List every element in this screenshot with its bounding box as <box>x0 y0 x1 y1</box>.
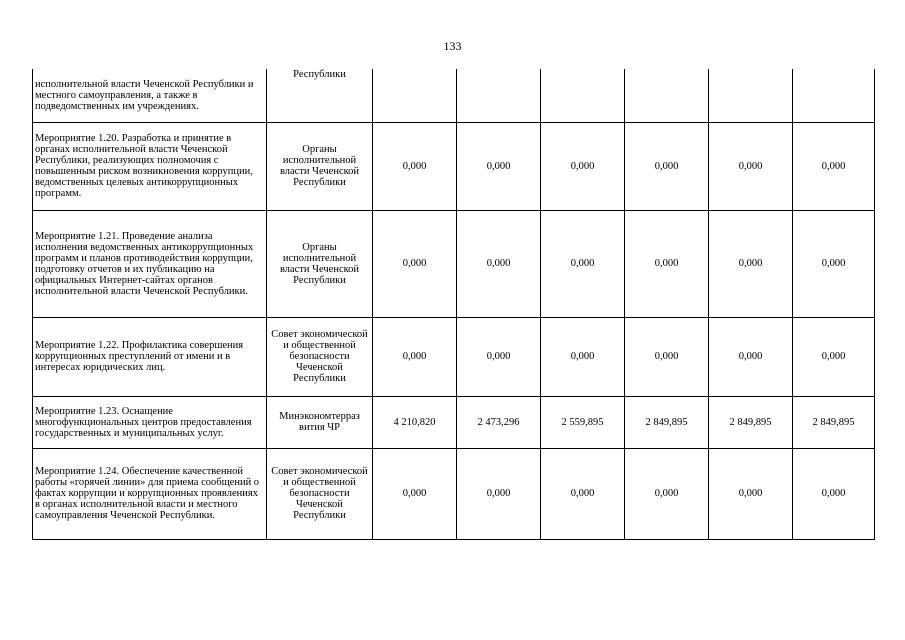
value-cell: 0,000 <box>457 122 541 210</box>
value-cell: 2 559,895 <box>541 396 625 448</box>
table-row <box>33 396 875 448</box>
measure-cell: Мероприятие 1.21. Проведение анализа исполнения ведомственных антикоррупционных программ и планов противодействия коррупции, подготовку отчетов и их публикацию на официальных Интернет-сайтах органов исполнительной власти Чеченской Республики. <box>33 210 267 317</box>
budget-table <box>32 69 875 540</box>
value-cell: 0,000 <box>457 317 541 396</box>
value-cell: 0,000 <box>541 448 625 539</box>
executor-cell: Минэкономтерраз вития ЧР <box>267 396 373 448</box>
table-row <box>33 210 875 317</box>
value-cell: 2 849,895 <box>625 396 709 448</box>
value-cell: 0,000 <box>709 122 793 210</box>
page-number: 133 <box>443 39 462 53</box>
table-row <box>33 69 875 122</box>
value-cell: 0,000 <box>373 448 457 539</box>
value-cell: 2 849,895 <box>709 396 793 448</box>
value-cell <box>373 69 457 122</box>
value-cell: 0,000 <box>373 317 457 396</box>
measure-cell: исполнительной власти Чеченской Республики и местного самоуправления, а также в подведомственных им учреждениях. <box>33 69 267 122</box>
table-row <box>33 448 875 539</box>
value-cell: 0,000 <box>541 210 625 317</box>
value-cell: 0,000 <box>793 317 875 396</box>
value-cell: 2 849,895 <box>793 396 875 448</box>
value-cell <box>457 69 541 122</box>
measure-cell: Мероприятие 1.20. Разработка и принятие в органах исполнительной власти Чеченской Республики, реализующих полномочия с повышенным риском возникновения коррупции, ведомственных целевых антикоррупционных программ. <box>33 122 267 210</box>
value-cell: 0,000 <box>625 317 709 396</box>
value-cell: 0,000 <box>373 122 457 210</box>
value-cell: 0,000 <box>541 122 625 210</box>
executor-cell: Органы исполнительной власти Чеченской Республики <box>267 210 373 317</box>
table-row <box>33 317 875 396</box>
value-cell: 2 473,296 <box>457 396 541 448</box>
value-cell <box>541 69 625 122</box>
value-cell: 0,000 <box>709 317 793 396</box>
value-cell: 0,000 <box>457 210 541 317</box>
value-cell: 0,000 <box>625 122 709 210</box>
value-cell: 0,000 <box>793 448 875 539</box>
value-cell: 0,000 <box>793 122 875 210</box>
executor-cell: Республики <box>267 69 373 122</box>
executor-cell: Совет экономической и общественной безопасности Чеченской Республики <box>267 448 373 539</box>
value-cell: 0,000 <box>625 210 709 317</box>
table-row <box>33 122 875 210</box>
value-cell: 0,000 <box>541 317 625 396</box>
value-cell: 0,000 <box>709 210 793 317</box>
measure-cell: Мероприятие 1.24. Обеспечение качественной работы «горячей линии» для приема сообщений о фактах коррупции и коррупционных проявлениях в органах исполнительной власти и местного самоуправления Чеченской Республики. <box>33 448 267 539</box>
value-cell: 0,000 <box>457 448 541 539</box>
value-cell: 0,000 <box>373 210 457 317</box>
executor-cell: Органы исполнительной власти Чеченской Республики <box>267 122 373 210</box>
executor-cell: Совет экономической и общественной безопасности Чеченской Республики <box>267 317 373 396</box>
measure-cell: Мероприятие 1.23. Оснащение многофункциональных центров предоставления государственных и муниципальных услуг. <box>33 396 267 448</box>
value-cell: 4 210,820 <box>373 396 457 448</box>
value-cell <box>709 69 793 122</box>
value-cell: 0,000 <box>793 210 875 317</box>
value-cell: 0,000 <box>709 448 793 539</box>
value-cell <box>625 69 709 122</box>
measure-cell: Мероприятие 1.22. Профилактика совершения коррупционных преступлений от имени и в интересах юридических лиц. <box>33 317 267 396</box>
value-cell <box>793 69 875 122</box>
value-cell: 0,000 <box>625 448 709 539</box>
